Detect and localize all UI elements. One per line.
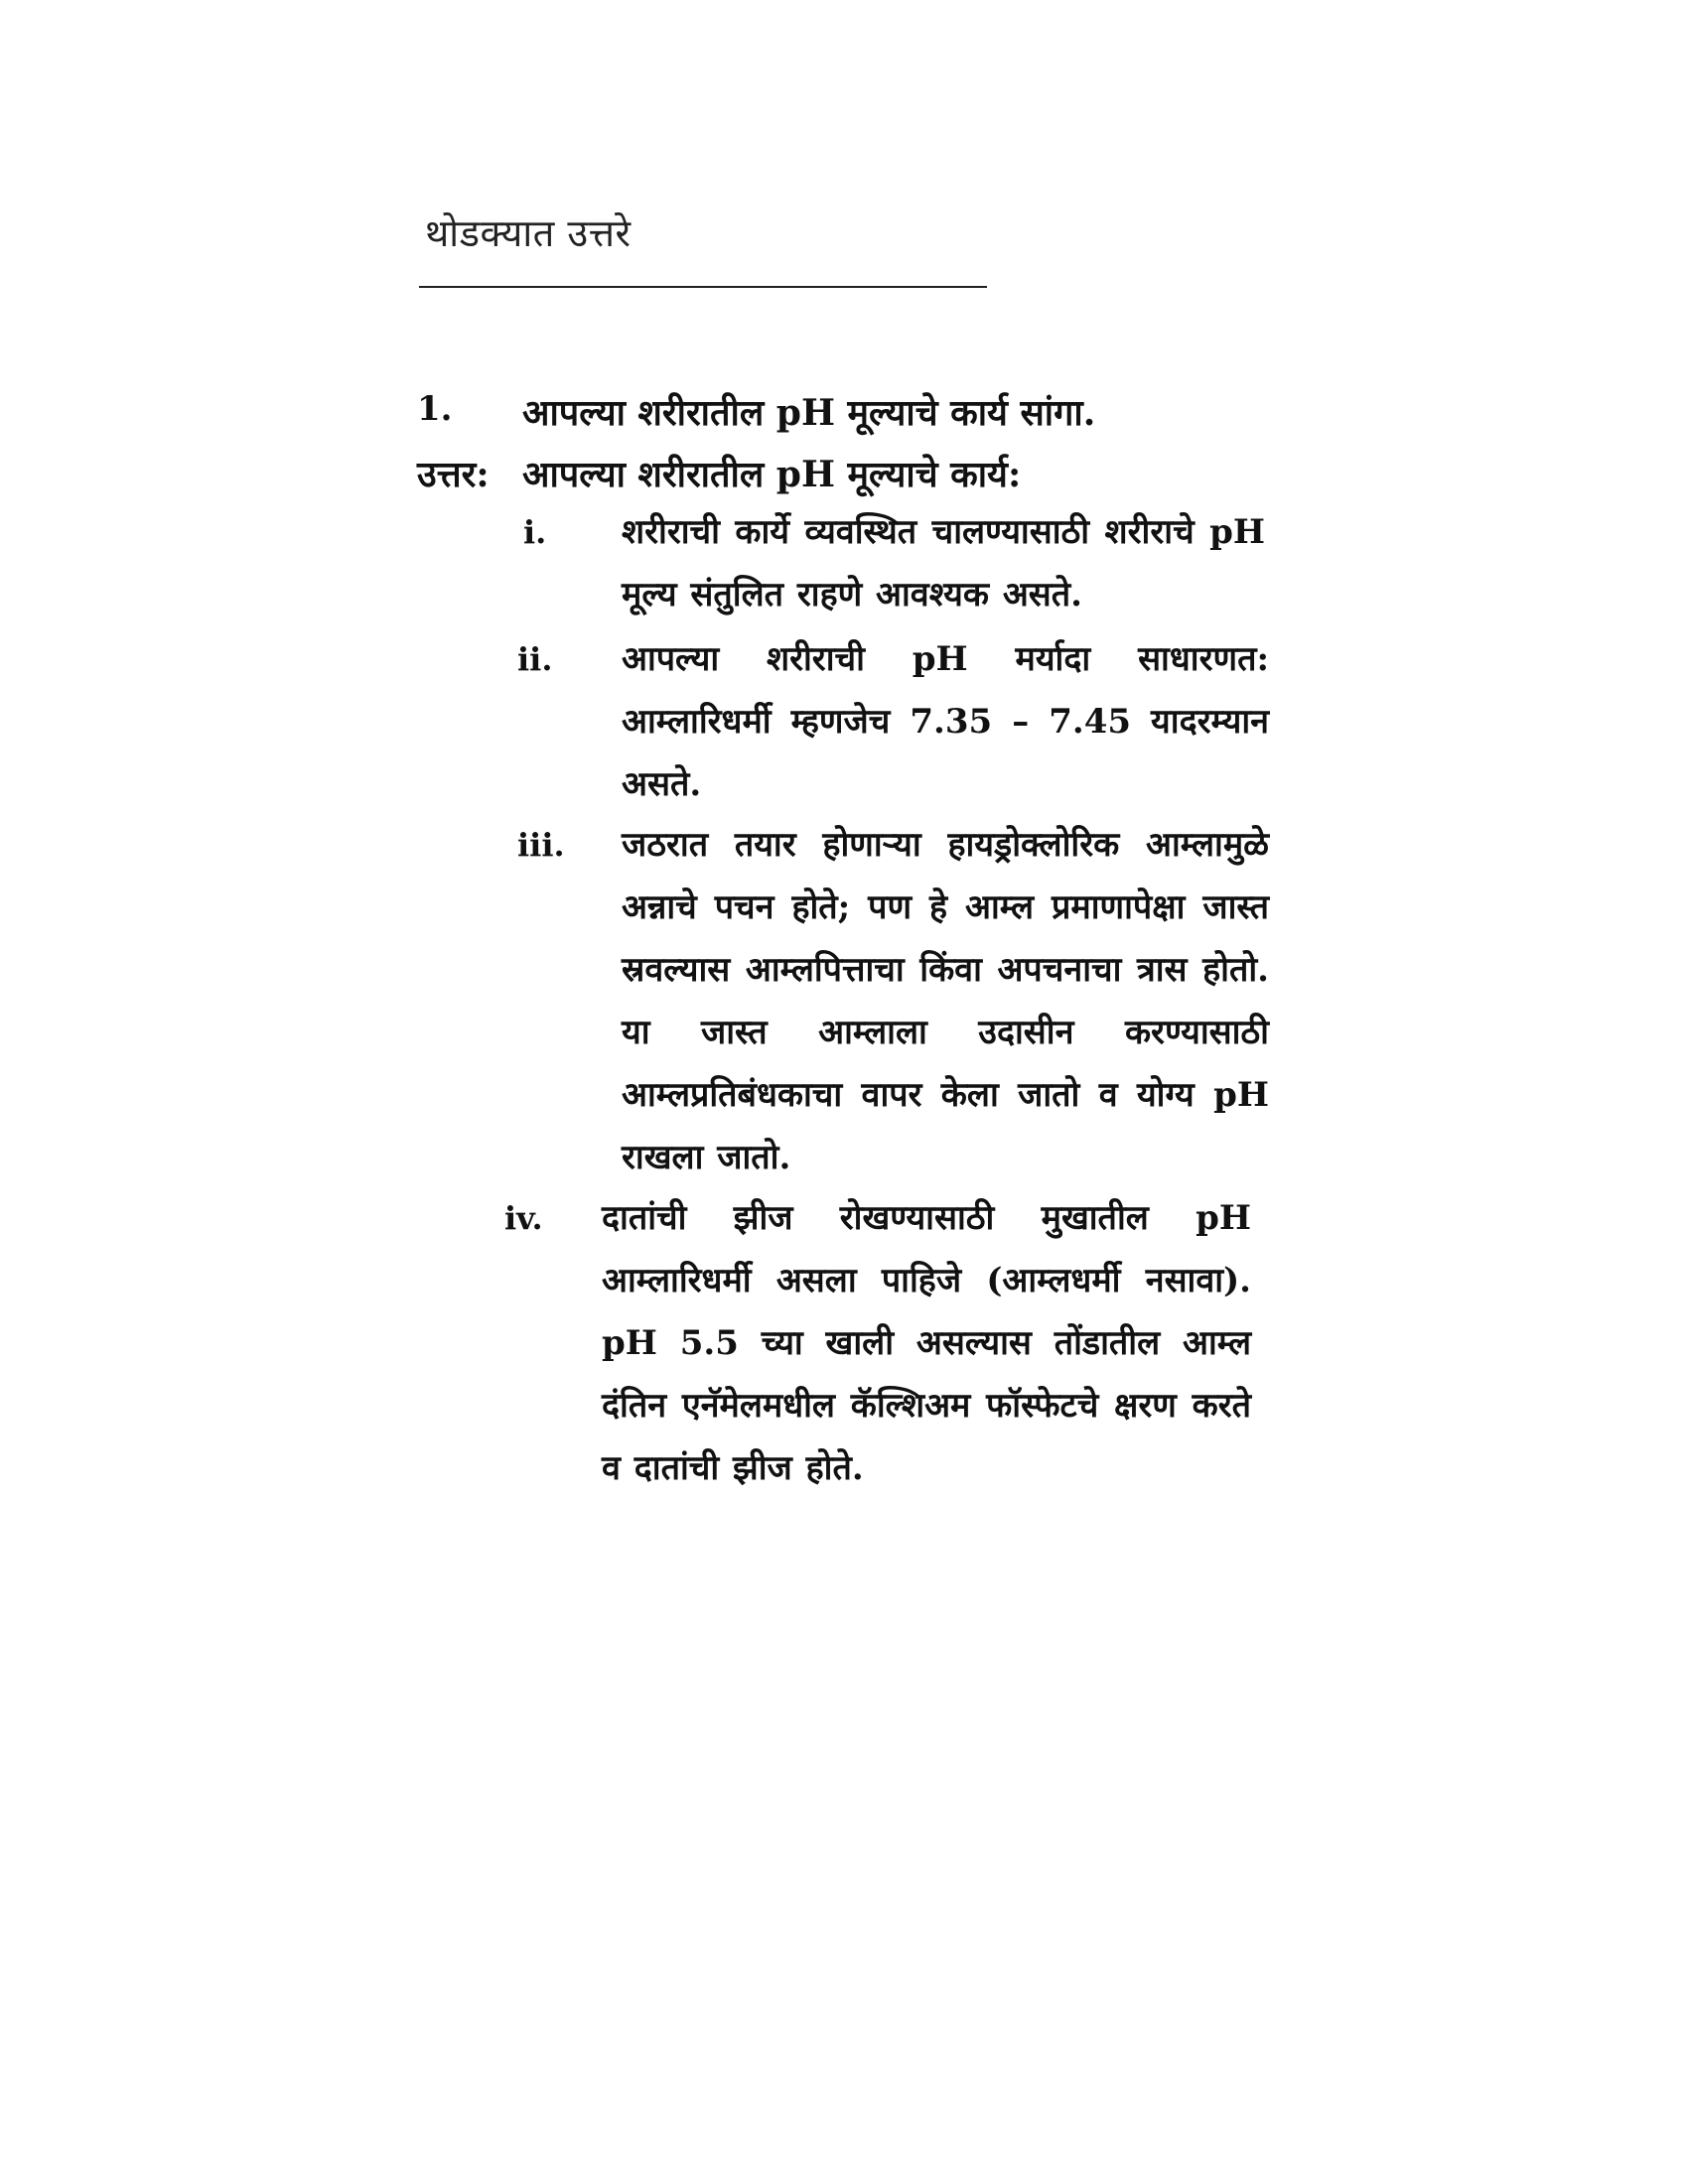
answer-item-text-iii: जठरात तयार होणाऱ्या हायड्रोक्लोरिक आम्लामुळे अन्नाचे पचन होते; पण हे आम्ल प्रमाणापेक्षा जास्त स्रवल्यास आम्लपित्ताचा किंवा अपचनाचा त्रास होतो. या जास्त आम्लाला उदासीन करण्यासाठी आम्लप्रतिबंधकाचा वापर केला जातो व योग्य pH राखला जातो. — [622, 825, 1269, 1177]
answer-item-text-i: शरीराची कार्ये व्यवस्थित चालण्यासाठी शरीराचे pH मूल्य संतुलित राहणे आवश्यक असते. — [622, 512, 1265, 614]
question-number: 1. — [417, 389, 453, 429]
answer-heading: आपल्या शरीरातील pH मूल्याचे कार्य: — [522, 454, 1022, 495]
answer-item-text-ii: आपल्या शरीराची pH मर्यादा साधारणत: आम्लारिधर्मी म्हणजेच 7.35 – 7.45 यादरम्यान असते. — [622, 639, 1269, 804]
section-title: थोडक्यात उत्तरे — [425, 211, 632, 255]
answer-item-marker-i: i. — [523, 513, 547, 551]
question-text: आपल्या शरीरातील pH मूल्याचे कार्य सांगा. — [522, 392, 1096, 434]
answer-label: उत्तर: — [417, 454, 490, 495]
answer-item-text-iv: दातांची झीज रोखण्यासाठी मुखातील pH आम्लारिधर्मी असला पाहिजे (आम्लधर्मी नसावा). pH 5.5 च्या खाली असल्यास तोंडातील आम्ल दंतिन एनॅमेलमधील कॅल्शिअम फॉस्फेटचे क्षरण करते व दातांची झीज होते. — [602, 1198, 1251, 1488]
answer-item-marker-ii: ii. — [517, 640, 553, 678]
answer-item-marker-iv: iv. — [504, 1199, 543, 1237]
title-underline — [419, 286, 987, 288]
answer-item-marker-iii: iii. — [517, 826, 565, 864]
